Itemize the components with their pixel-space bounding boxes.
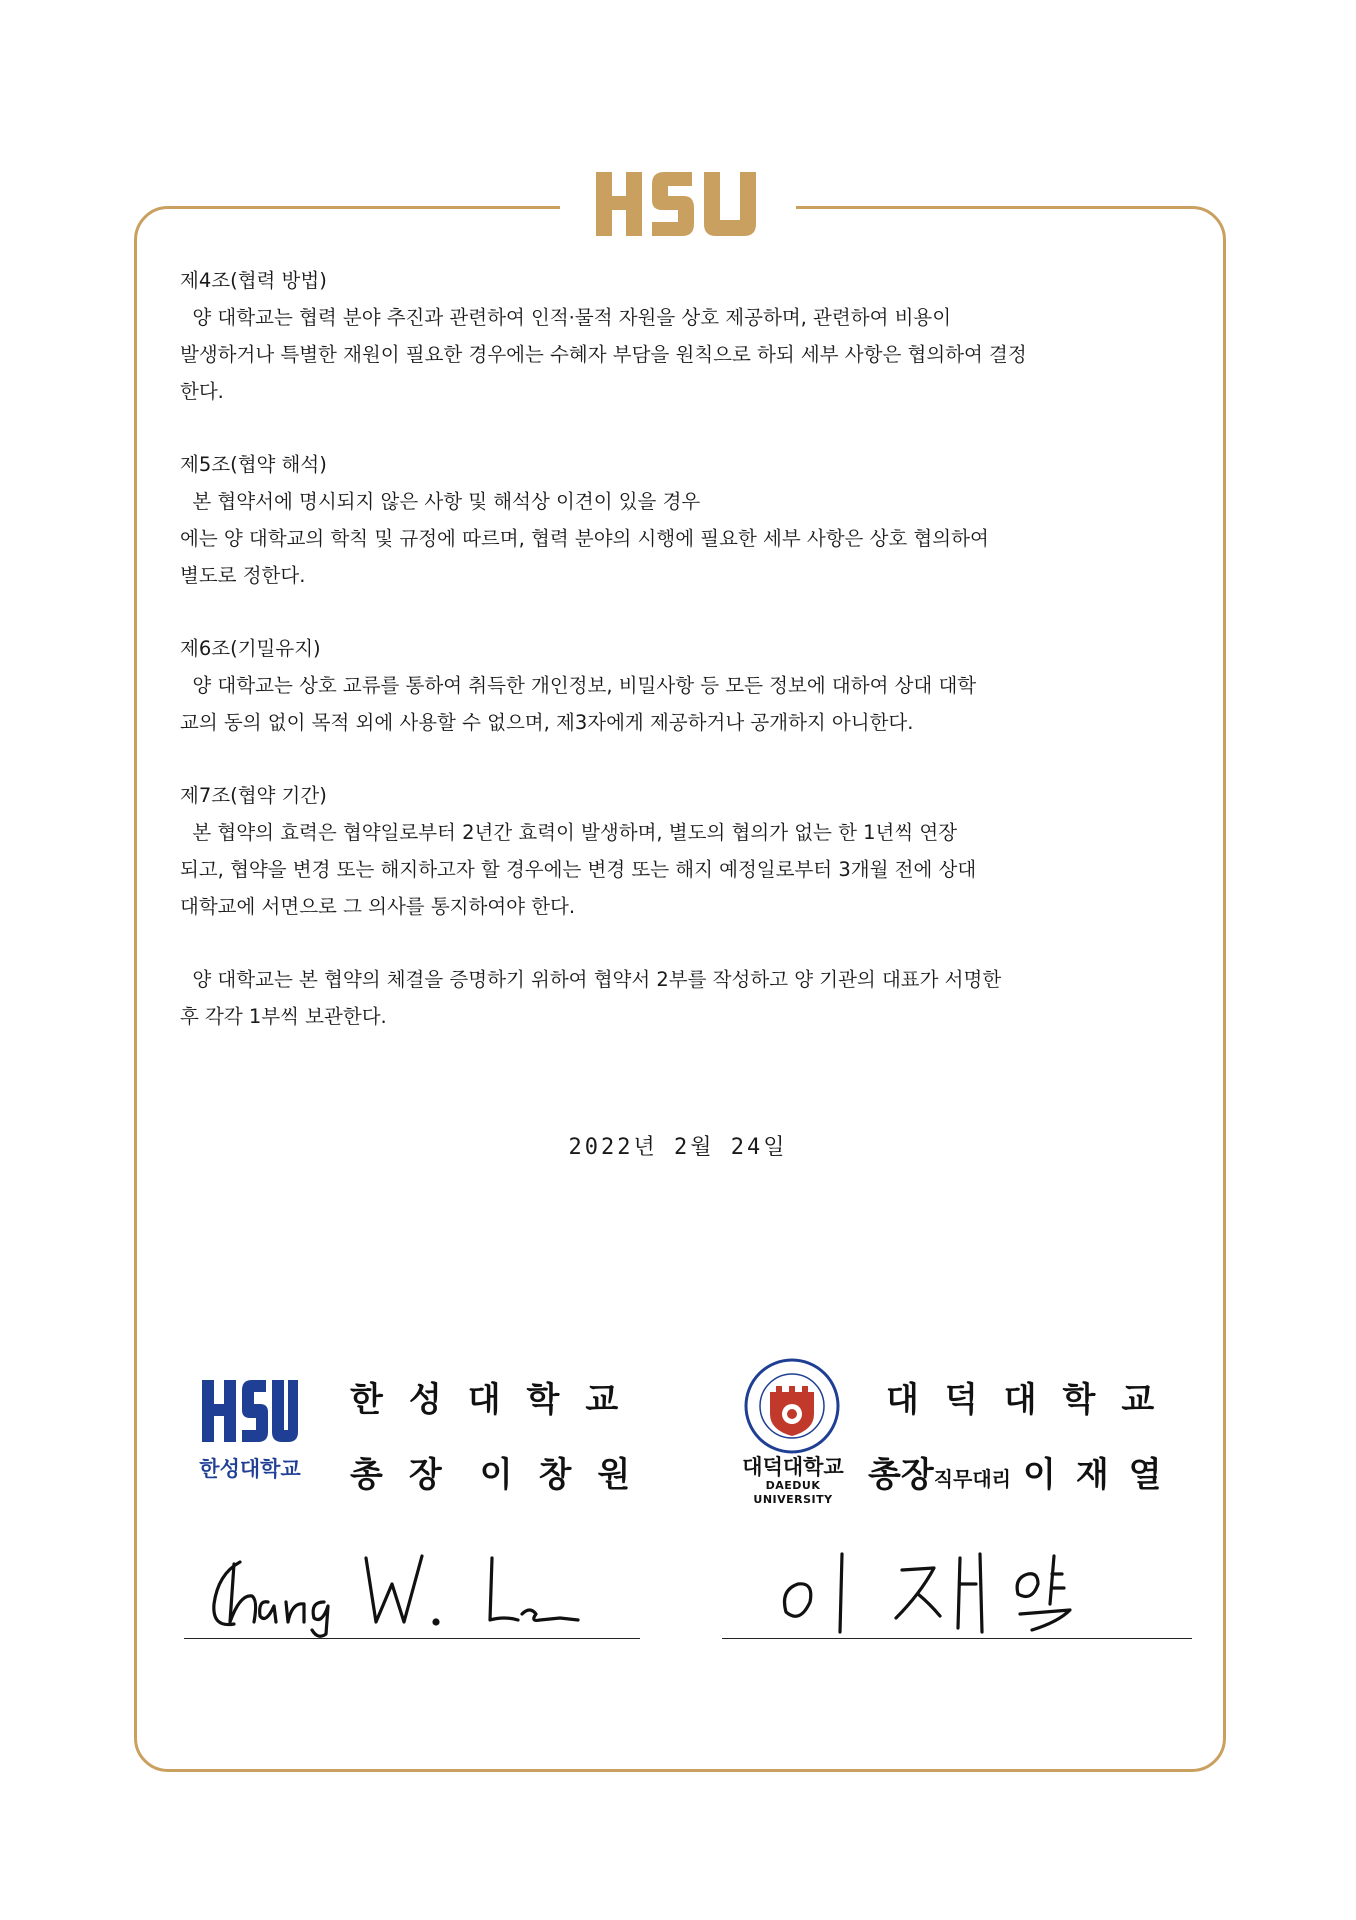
- article-line: 대학교에 서면으로 그 의사를 통지하여야 한다.: [180, 895, 576, 918]
- right-university-name: 대덕대학교: [886, 1380, 1181, 1420]
- right-signature-line: [722, 1638, 1192, 1639]
- left-signature-line: [184, 1638, 640, 1639]
- right-title-suffix: 직무대리: [933, 1467, 1011, 1491]
- closing-line: 양 대학교는 본 협약의 체결을 증명하기 위하여 협약서 2부를 작성하고 양 기관의 대표가 서명한: [180, 968, 1002, 991]
- left-signatory-title: [350, 1447, 656, 1496]
- daeduk-logo-label-ko: 대덕대학교: [742, 1455, 844, 1479]
- left-university-name: 한성대학교: [350, 1380, 645, 1420]
- closing-paragraph: [180, 961, 1190, 1035]
- article-line: 본 협약서에 명시되지 않은 사항 및 해석상 이견이 있을 경우: [180, 490, 701, 513]
- agreement-date: 2022년 2월 24일: [568, 1135, 788, 1160]
- article-line: 한다.: [180, 380, 224, 403]
- hsu-top-logo: [592, 166, 762, 244]
- article-title: 제5조(협약 해석): [180, 453, 327, 476]
- daeduk-university-seal: [742, 1356, 842, 1456]
- hsu-logo-small: [200, 1376, 300, 1450]
- article-line: 양 대학교는 상호 교류를 통하여 취득한 개인정보, 비밀사항 등 모든 정보에 대하여 상대 대학: [180, 674, 977, 697]
- left-signature: [200, 1544, 620, 1640]
- closing-line: 후 각각 1부씩 보관한다.: [180, 1005, 387, 1028]
- daeduk-logo-label-en: DAEDUK UNIVERSITY: [753, 1479, 833, 1506]
- article-title: 제6조(기밀유지): [180, 637, 321, 660]
- article-line: 발생하거나 특별한 재원이 필요한 경우에는 수혜자 부담을 원칙으로 하되 세부 사항은 협의하여 결정: [180, 343, 1027, 366]
- article-4: [180, 262, 1190, 410]
- article-7: [180, 777, 1190, 925]
- hsu-logo-label: 한성대학교: [199, 1457, 301, 1481]
- article-6: [180, 630, 1190, 741]
- article-line: 교의 동의 없이 목적 외에 사용할 수 없으며, 제3자에게 제공하거나 공개하지 아니한다.: [180, 711, 914, 734]
- right-signature: [770, 1540, 1150, 1640]
- right-signatory-title: [868, 1447, 1182, 1496]
- article-line: 본 협약의 효력은 협약일로부터 2년간 효력이 발생하며, 별도의 협의가 없는 한 1년씩 연장: [180, 821, 958, 844]
- article-5: [180, 446, 1190, 594]
- article-line: 에는 양 대학교의 학칙 및 규정에 따르며, 협력 분야의 시행에 필요한 세부 사항은 상호 협의하여: [180, 527, 989, 550]
- left-title-prefix: 총장: [350, 1455, 468, 1495]
- right-title-prefix: 총장: [868, 1455, 934, 1495]
- article-line: 별도로 정한다.: [180, 564, 306, 587]
- article-line: 양 대학교는 협력 분야 추진과 관련하여 인적·물적 자원을 상호 제공하며, 관련하여 비용이: [180, 306, 952, 329]
- article-title: 제4조(협력 방법): [180, 269, 327, 292]
- article-line: 되고, 협약을 변경 또는 해지하고자 할 경우에는 변경 또는 해지 예정일로부터 3개월 전에 상대: [180, 858, 977, 881]
- article-title: 제7조(협약 기간): [180, 784, 327, 807]
- left-signatory-name: 이창원: [479, 1455, 657, 1495]
- right-signatory-name: 이재열: [1022, 1455, 1182, 1495]
- agreement-body: [180, 262, 1190, 1035]
- daeduk-logo-label: [728, 1455, 858, 1507]
